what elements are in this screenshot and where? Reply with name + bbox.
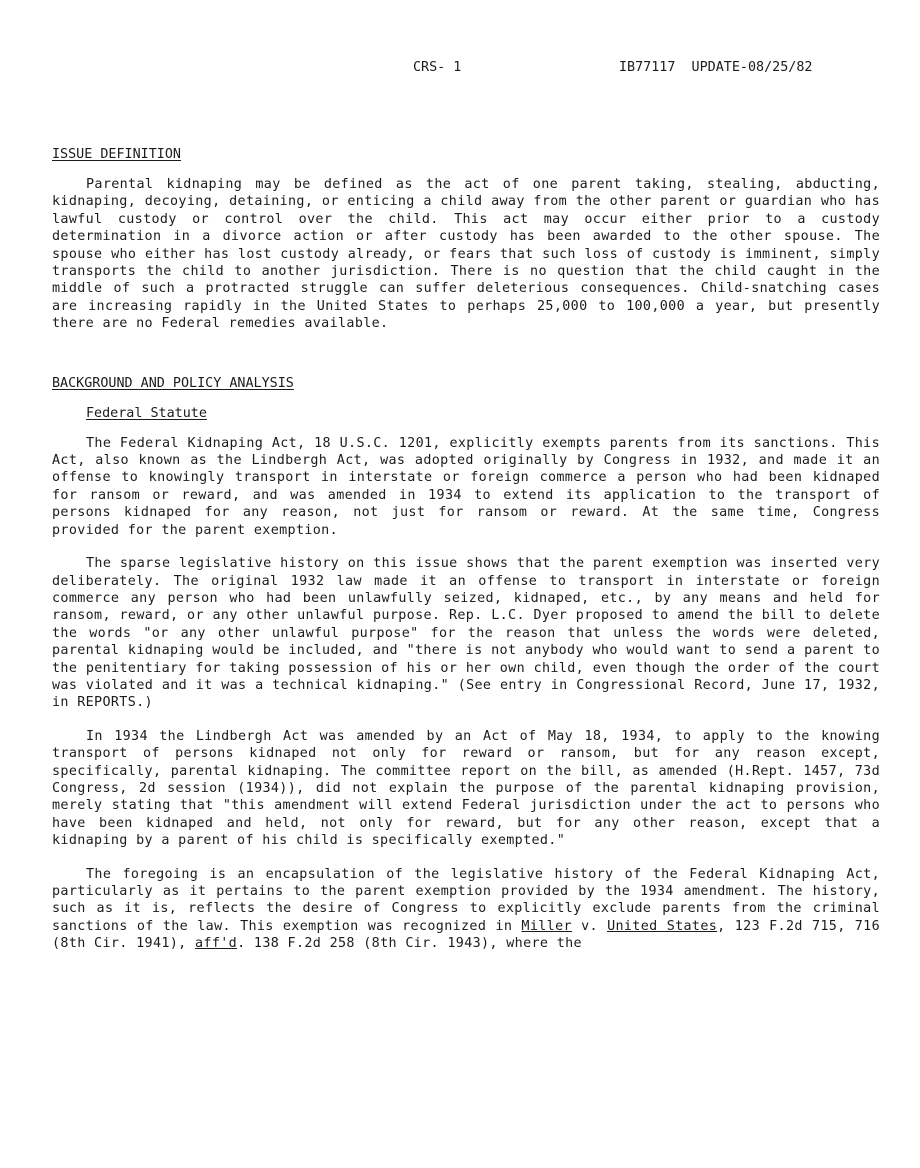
document-body [52, 146, 880, 969]
federal-statute-subheading: Federal Statute [86, 405, 207, 421]
affirmed-abbreviation: aff'd [195, 936, 238, 952]
background-paragraph-4 [52, 866, 880, 953]
paragraph-text: The foregoing is an encapsulation of the legislative history of the Federal Kidnaping Act, particularly as it pertains to the parent exemption provided by the 1934 amendment. The history, such as it is, reflects the desire of Congress to explicitly exclude parents from the criminal sanctions of the law. This exemption was recognized in [52, 866, 880, 934]
section-spacer [52, 349, 880, 375]
citation-text-end: . 138 F.2d 258 (8th Cir. 1943), where the [237, 936, 582, 952]
case-versus: v. [571, 918, 608, 934]
crs-page-number: CRS- 1 [413, 60, 462, 75]
page-header [0, 60, 920, 80]
issue-definition-paragraph: Parental kidnaping may be defined as the act of one parent taking, stealing, abducting, kidnaping, decoying, detaining, or enticing a child away from the other parent or guardian who has lawful custody or control over the child. This act may occur either prior to a custody determination in a divorce action or after custody has been awarded to the other spouse. The spouse who either has lost custody already, or fears that such loss of custody is imminent, simply transports the child to another jurisdiction. There is no question that the child caught in the middle of such a protracted struggle can suffer deleterious consequences. Child-snatching cases are increasing rapidly in the United States to perhaps 25,000 to 100,000 a year, but presently there are no Federal remedies available. [52, 177, 880, 332]
background-paragraph-3: In 1934 the Lindbergh Act was amended by an Act of May 18, 1934, to apply to the knowing transport of persons kidnaped not only for reward or ransom, but for any reason except, specifically, parental kidnaping. The committee report on the bill, as amended (H.Rept. 1457, 73d Congress, 2d session (1934)), did not explain the purpose of the parental kidnaping provision, merely stating that "this amendment will extend Federal jurisdiction under the act to persons who have been kidnaped and held, not only for reward, but for any other reason, except that a kidnaping by a parent of his child is specifically exempted." [52, 728, 880, 849]
issue-definition-heading: ISSUE DEFINITION [52, 147, 181, 162]
document-id-update: IB77117 UPDATE-08/25/82 [619, 60, 813, 75]
case-name-united-states: United States [607, 918, 718, 934]
background-paragraph-2: The sparse legislative history on this issue shows that the parent exemption was inserted very deliberately. The original 1932 law made it an offense to transport in interstate or foreign commerce any person who had been unlawfully seized, kidnaped, etc., by any means and held for ransom, reward, or any other unlawful purpose. Rep. L.C. Dyer proposed to amend the bill to delete the words "or any other unlawful purpose" for the reason that unless the words were deleted, parental kidnaping would be included, and "there is not anybody who would want to send a parent to the penitentiary for taking possession of his or her own child, even though the order of the court was violated and it was a technical kidnaping." (See entry in Congressional Record, June 17, 1932, in REPORTS.) [52, 556, 880, 711]
background-paragraph-1: The Federal Kidnaping Act, 18 U.S.C. 1201, explicitly exempts parents from its sanctions. This Act, also known as the Lindbergh Act, was adopted originally by Congress in 1932, and made it an offense to knowingly transport in interstate or foreign commerce a person who had been kidnaped for ransom or reward, and was amended in 1934 to extend its application to the transport of persons kidnaped for any reason, not just for ransom or reward. At the same time, Congress provided for the parent exemption. [52, 435, 880, 538]
background-heading: BACKGROUND AND POLICY ANALYSIS [52, 375, 294, 391]
citation-text: , 123 F.2d 715, 716 (8th Cir. 1941), [52, 918, 881, 952]
case-name-miller: Miller [521, 918, 572, 934]
